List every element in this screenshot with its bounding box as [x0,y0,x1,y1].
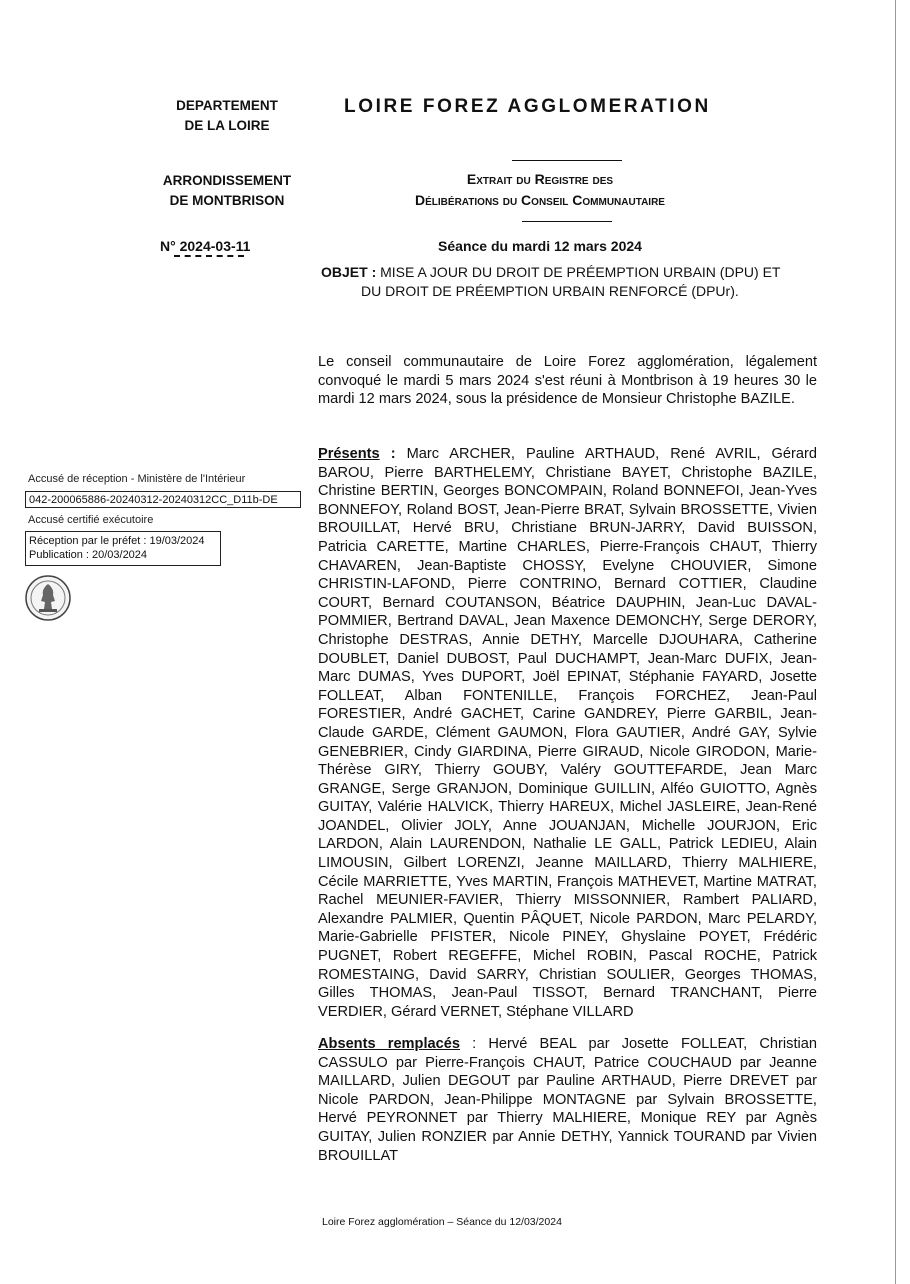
divider-top [512,160,622,161]
presents-list: Marc ARCHER, Pauline ARTHAUD, René AVRIL, Gérard BAROU, Pierre BARTHELEMY, Christiane BAYET, Christophe BAZILE, Christine BERTIN, Georges BONCOMPAIN, Roland BONNEFOI, Jean-Yves BONNEFOY, Roland BOST, Jean-Pierre BRAT, Sylvain BROSSETTE, Vivien BROUILLAT, Hervé BRU, Christiane BRUN-JARRY, David BUISSON, Patricia CARETTE, Martine CHARLES, Pierre-François CHAUT, Thierry CHAVAREN, Jean-Baptiste CHOSSY, Evelyne CHOUVIER, Simone CHRISTIN-LAFOND, Pierre CONTRINO, Bernard COTTIER, Claudine COURT, Bernard COUTANSON, Béatrice DAUPHIN, Jean-Luc DAVAL-POMMIER, Bertrand DAVAL, Jean Maxence DEMONCHY, Serge DERORY, Christophe DESTRAS, Annie DETHY, Marcelle DJOUHARA, Catherine DOUBLET, Daniel DUBOST, Paul DUCHAMPT, Jean-Marc DUFIX, Jean-Marc DUMAS, Yves DUPORT, Joël EPINAT, Stéphanie FAYARD, Josette FOLLEAT, Alban FONTENILLE, François FORCHEZ, Jean-Paul FORESTIER, André GACHET, Carine GANDREY, Pierre GARBIL, Jean-Claude GARDE, Clément GAUMON, Flora GAUTIER, André GAY, Sylvie GENEBRIER, Cindy GIARDINA, Pierre GIRAUD, Nicole GIRODON, Marie-Thérèse GIRY, Thierry GOUBY, Valéry GOUTTEFARDE, Jean Marc GRANGE, Serge GRANJON, Dominique GUILLIN, Alféo GUIOTTO, Agnès GUITAY, Valérie HALVICK, Thierry HAREUX, Michel JASLEIRE, Jean-René JOANDEL, Olivier JOLY, Anne JOUANJAN, Michelle JOURJON, Eric LARDON, Alain LAURENDON, Nathalie LE GALL, Patrick LEDIEU, Alain LIMOUSIN, Gilbert LORENZI, Jeanne MAILLARD, Thierry MALHIERE, Cécile MARRIETTE, Yves MARTIN, François MATHEVET, Martine MATRAT, Rachel MEUNIER-FAVIER, Thierry MISSONNIER, Rambert PALIARD, Alexandre PALMIER, Quentin PÂQUET, Nicole PARDON, Marc PELARDY, Marie-Gabrielle PFISTER, Nicole PINEY, Ghyslaine POYET, Frédéric PUGNET, Robert REGEFFE, Michel ROBIN, Pascal ROCHE, Patrick ROMESTAING, David SARRY, Christian SOULIER, Georges THOMAS, Gilles THOMAS, Jean-Paul TISSOT, Bernard TRANCHANT, Pierre VERDIER, Gérard VERNET, Stéphane VILLARD [318,446,817,1020]
footer-text: Loire Forez agglomération – Séance du 12/03/2024 [322,1216,562,1228]
arrondissement-label [155,171,299,211]
presents-separator: : [379,446,407,462]
publication-date: Publication : 20/03/2024 [29,549,148,561]
divider-bottom [522,221,612,222]
objet-label: OBJET : [321,264,377,280]
objet-line2: DU DROIT DE PRÉEMPTION URBAIN RENFORCÉ (DPUr). [361,283,739,299]
org-title: LOIRE FOREZ AGGLOMERATION [344,96,711,117]
presents-paragraph [318,445,817,1021]
reception-prefet: Réception par le préfet : 19/03/2024 [29,535,205,547]
intro-paragraph: Le conseil communautaire de Loire Forez agglomération, légalement convoqué le mardi 5 mars 2024 s'est réuni à Montbrison à 19 heures 30 le mardi 12 mars 2024, sous la présidence de Monsieur Christophe BAZILE. [318,354,817,408]
number-underline [174,255,244,257]
absents-separator: : [459,1036,489,1052]
republic-seal-icon [25,575,71,621]
dates-box [25,531,221,566]
objet-line1: MISE A JOUR DU DROIT DE PRÉEMPTION URBAIN (DPU) ET [380,264,781,280]
objet-block [321,263,801,301]
absents-list: Hervé BEAL par Josette FOLLEAT, Christian CASSULO par Pierre-François CHAUT, Patrice COUCHAUD par Jeanne MAILLARD, Julien DEGOUT par Pauline ARTHAUD, Pierre DREVET par Nicole PARDON, Jean-Philippe MONTAGNE par Sylvain BROSSETTE, Hervé PEYRONNET par Thierry MALHIERE, Monique REY par Agnès GUITAY, Julien RONZIER par Annie DETHY, Yannick TOURAND par Vivien BROUILLAT [318,1036,817,1164]
departement-line: DE LA LOIRE [184,118,270,133]
deliberation-number: N° 2024-03-11 [160,238,251,254]
departement-label [160,96,294,136]
seance-date: Séance du mardi 12 mars 2024 [438,238,642,254]
extrait-line: Extrait du Registre des [466,171,614,187]
departement-line: DEPARTEMENT [176,98,278,113]
extrait-title [360,169,720,211]
presents-label: Présents [318,446,380,462]
arrondissement-line: DE MONTBRISON [169,193,285,208]
receipt-id-box [25,491,301,508]
certified-label: Accusé certifié exécutoire [28,514,154,526]
page-edge [895,0,896,1284]
extrait-line: Délibérations du Conseil Communautaire [415,192,665,208]
receipt-title: Accusé de réception - Ministère de l'Intérieur [28,473,246,485]
absents-label: Absents remplacés [318,1036,460,1052]
receipt-id: 042-200065886-20240312-20240312CC_D11b-DE [29,494,278,506]
arrondissement-line: ARRONDISSEMENT [162,173,292,188]
absents-paragraph [318,1035,817,1165]
